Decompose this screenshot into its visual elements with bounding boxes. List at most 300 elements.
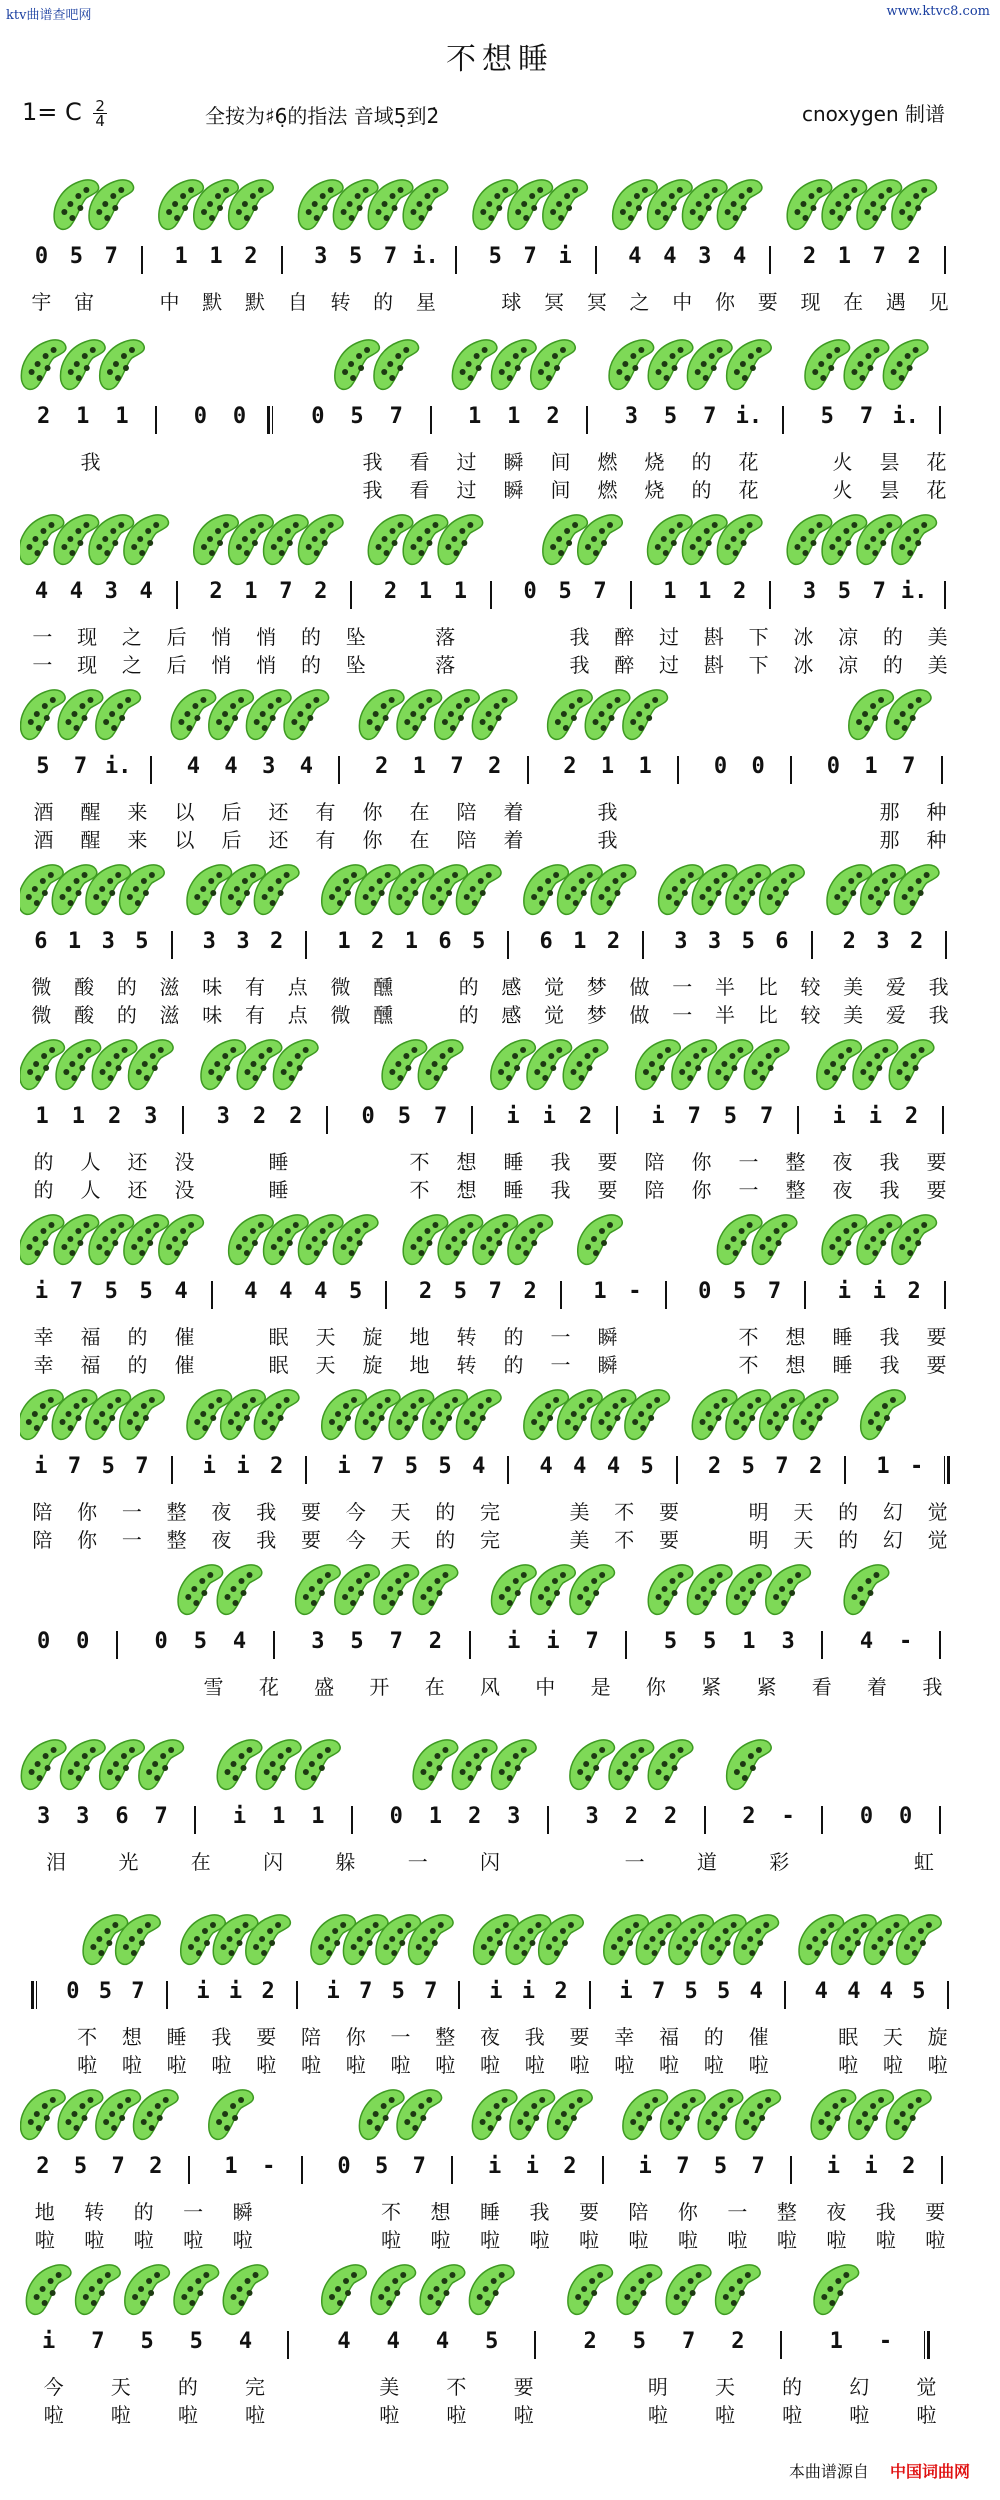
note: 5 (820, 404, 834, 429)
note: i (864, 2154, 878, 2179)
lyric-char: 啦 (715, 2403, 735, 2427)
lyric-line (20, 446, 980, 474)
lyric-char: 之 (121, 625, 142, 649)
note: i (826, 2154, 841, 2179)
note: 4 (69, 579, 83, 604)
note: 3 (236, 929, 250, 954)
time-signature (93, 96, 107, 130)
ocarina-fingering-icon (209, 2090, 254, 2139)
note: 6 (34, 929, 48, 954)
note: 5 (663, 404, 678, 429)
note: 3 (144, 1104, 158, 1129)
lyric-char: 啦 (121, 2053, 142, 2077)
ocarina-strip (20, 2080, 980, 2150)
time-top: 2 (95, 96, 105, 115)
lyric-char: 酒 (33, 828, 54, 852)
note: 2 (808, 1454, 823, 1479)
lyric-char: 旋 (362, 1325, 383, 1349)
note: 2 (36, 404, 51, 429)
lyric-line (20, 971, 980, 999)
bar-line (287, 2331, 289, 2359)
lyric-line (20, 2049, 980, 2077)
lyric-char: 地 (34, 2200, 55, 2224)
lyric-char: 瞬 (597, 1325, 618, 1349)
note: 0 (34, 244, 49, 269)
ocarina-fingering-icon (687, 1565, 732, 1614)
lyric-char: 我 (879, 1178, 900, 1202)
lyric-char: 陪 (456, 800, 477, 824)
ocarina-fingering-icon (452, 340, 497, 389)
ocarina-fingering-icon (531, 340, 576, 389)
note: 7 (687, 1104, 701, 1129)
lyric-char: 间 (550, 478, 571, 502)
note: 5 (640, 1454, 654, 1479)
song-title: 不想睡 (446, 42, 554, 77)
note: i (196, 1979, 210, 2004)
note: 7 (681, 2329, 696, 2354)
note: 4 (859, 1629, 874, 1654)
bar-line (939, 1806, 941, 1834)
note: 0 (154, 1629, 168, 1654)
lyric-char: 啦 (727, 2228, 748, 2252)
ocarina-fingering-icon (727, 1740, 772, 1789)
lyric-char: 中 (535, 1675, 556, 1699)
note: i (487, 2154, 502, 2179)
lyric-char: 下 (748, 625, 769, 649)
lyric-char: 的 (116, 1003, 137, 1027)
lyric-char: 间 (550, 450, 571, 474)
note: 5 (375, 2154, 389, 2179)
bar-line (351, 1806, 353, 1834)
lyric-char: 啦 (703, 2053, 724, 2077)
note-line (20, 754, 980, 788)
lyric-char: 酸 (74, 1003, 95, 1027)
lyric-char: 过 (659, 653, 680, 677)
note: 1 (418, 579, 433, 604)
lyric-char: 啦 (300, 2053, 321, 2077)
bar-line (941, 756, 943, 784)
lyric-char: 我 (550, 1150, 571, 1174)
note: 7 (135, 1454, 149, 1479)
lyric-char: 虹 (913, 1850, 934, 1874)
lyric-char: 我 (569, 625, 590, 649)
note: 5 (713, 2154, 728, 2179)
lyric-char: 的 (177, 2375, 198, 2399)
lyric-char: 人 (80, 1150, 101, 1174)
bar-line (507, 1456, 509, 1484)
note-line (20, 929, 980, 963)
note: i (558, 244, 572, 269)
note-line (20, 1104, 980, 1138)
note: 1 (573, 929, 587, 954)
ocarina-strip (20, 855, 980, 925)
lyric-char: 你 (362, 828, 383, 852)
note: - (878, 2329, 893, 2354)
lyric-char: 天 (882, 2025, 903, 2049)
lyric-char: 觉 (916, 2375, 937, 2399)
lyric-char: 想 (430, 2200, 451, 2224)
note: i (506, 1104, 520, 1129)
time-bottom: 4 (95, 111, 105, 130)
lyric-char: 你 (645, 1675, 666, 1699)
lyric-char: 陪 (32, 1500, 53, 1524)
note: 4 (174, 1279, 188, 1304)
lyric-char: 燃 (597, 478, 618, 502)
note: 7 (111, 2154, 125, 2179)
lyric-char: 的 (435, 1528, 456, 1552)
note: 7 (424, 1979, 438, 2004)
lyric-char: 种 (926, 800, 947, 824)
lyric-char: 躲 (335, 1850, 356, 1874)
lyric-char: 啦 (446, 2403, 467, 2427)
note: 5 (558, 579, 572, 604)
note: 2 (107, 1104, 122, 1129)
note: 3 (674, 929, 688, 954)
ocarina-fingering-icon (139, 1740, 184, 1789)
lyric-char: 火 (832, 450, 853, 474)
lyric-char: 的 (458, 975, 479, 999)
lyric-char: 啦 (211, 2053, 232, 2077)
lyric-char: 的 (127, 1325, 148, 1349)
lyric-char: 睡 (480, 2200, 500, 2224)
lyric-char: 天 (793, 1528, 814, 1552)
footer (789, 2459, 970, 2482)
lyric-char: 幸 (614, 2025, 635, 2049)
note: 1 (67, 929, 82, 954)
lyric-char: 梦 (586, 1003, 607, 1027)
note-line (20, 2154, 980, 2188)
note: i (542, 1104, 556, 1129)
lyric-char: 不 (446, 2375, 467, 2399)
lyric-line (20, 621, 980, 649)
lyric-line (20, 796, 980, 824)
lyric-char: 我 (362, 478, 383, 502)
note: - (899, 1629, 913, 1654)
lyric-char: 半 (715, 1003, 735, 1027)
note: 5 (703, 1629, 717, 1654)
note: 3 (76, 1804, 90, 1829)
note: 0 (698, 1279, 712, 1304)
note: 1 (76, 404, 90, 429)
note: 2 (563, 754, 577, 779)
lyric-char: 花 (926, 450, 947, 474)
lyric-char: 的 (838, 1528, 859, 1552)
lyric-char: 不 (409, 1178, 430, 1202)
note: i (868, 1104, 882, 1129)
note: 2 (731, 2329, 745, 2354)
lyric-char: 滋 (159, 1003, 180, 1027)
bar-line (677, 756, 679, 784)
repeat-end-sign (940, 1456, 950, 1484)
note: 7 (775, 1454, 789, 1479)
ocarina-fingering-icon (492, 1740, 537, 1789)
note: 7 (383, 244, 398, 269)
note: 2 (563, 2154, 577, 2179)
note: 7 (593, 579, 607, 604)
lyric-char: 酸 (74, 975, 95, 999)
lyric-char: 在 (843, 290, 864, 314)
ocarina-fingering-icon (452, 1740, 497, 1789)
lyric-char: 我 (922, 1675, 943, 1699)
lyric-char: 花 (738, 450, 759, 474)
lyric-char: 觉 (544, 1003, 565, 1027)
lyric-char: 悄 (256, 653, 277, 677)
lyric-char: 幸 (33, 1353, 54, 1377)
lyric-char: 不 (614, 1528, 635, 1552)
ocarina-fingering-icon (256, 1740, 301, 1789)
fingering-hint: 全按为♯6̣的指法 音域5̣到2̇ (205, 104, 440, 128)
lyric-line (20, 2196, 980, 2224)
lyric-char: 昙 (879, 478, 900, 502)
bar-line (625, 1631, 627, 1659)
lyric-char: 球 (501, 290, 522, 314)
lyric-char: 自 (287, 290, 308, 314)
lyric-char: 醺 (373, 1003, 394, 1027)
note: 7 (433, 1104, 448, 1129)
lyric-char: 今 (345, 1528, 366, 1552)
note: 3 (707, 929, 722, 954)
note: 1 (467, 404, 482, 429)
lyric-char: 瞬 (503, 450, 524, 474)
lyric-char: 睡 (268, 1178, 289, 1202)
lyric-char: 陪 (628, 2200, 649, 2224)
lyric-char: 在 (409, 800, 430, 824)
note: 4 (847, 1979, 861, 2004)
key-signature (22, 98, 107, 128)
lyric-char: 悄 (256, 625, 277, 649)
lyric-char: 醉 (614, 625, 635, 649)
note: 2 (261, 1979, 275, 2004)
lyric-char: 之 (121, 653, 142, 677)
lyric-char: 微 (31, 1003, 52, 1027)
bar-line (451, 2156, 453, 2184)
lyric-char: 一 (672, 975, 693, 999)
lyric-char: 还 (127, 1150, 148, 1174)
lyric-line (20, 1524, 980, 1552)
lyric-char: 天 (390, 1528, 411, 1552)
footer-brand: 中国词曲网 (889, 2462, 970, 2481)
lyric-char: 点 (287, 1003, 308, 1027)
note: 4 (186, 754, 201, 779)
bar-line (790, 2156, 792, 2184)
note: 5 (69, 244, 83, 269)
ocarina-fingering-icon (570, 1740, 615, 1789)
note: i (34, 1279, 49, 1304)
note: 3 (802, 579, 817, 604)
ocarina-fingering-icon (100, 340, 145, 389)
repeat-end-sign (920, 2331, 930, 2359)
lyric-char: 冥 (544, 290, 565, 314)
lyric-char: 默 (202, 290, 223, 314)
bar-line (385, 1281, 387, 1309)
ocarina-fingering-icon (371, 2265, 416, 2314)
ocarina-fingering-icon (420, 2265, 465, 2314)
note: 5 (135, 929, 149, 954)
note: 7 (703, 404, 717, 429)
lyric-char: 酒 (33, 800, 54, 824)
lyric-char: 啦 (782, 2403, 803, 2427)
note: 3 (585, 1804, 599, 1829)
note: 4 (279, 1279, 293, 1304)
note: 0 (826, 754, 841, 779)
lyric-char: 烧 (644, 450, 665, 474)
lyric-char: 我 (362, 450, 383, 474)
note: 0 (36, 1629, 51, 1654)
lyric-char: 我 (879, 1150, 900, 1174)
note: i (525, 2154, 539, 2179)
note: 4 (628, 244, 642, 269)
note: i (337, 1454, 351, 1479)
note: 5 (632, 2329, 646, 2354)
lyric-char: 感 (501, 975, 522, 999)
note: 1 (337, 929, 351, 954)
lyric-char: 要 (256, 2025, 277, 2049)
ocarina-fingering-icon (217, 1740, 262, 1789)
lyric-char: 花 (926, 478, 947, 502)
lyric-char: 没 (174, 1150, 195, 1174)
note: 7 (651, 1979, 666, 2004)
note: 2 (244, 244, 258, 269)
note: 2 (487, 754, 502, 779)
note: 5 (73, 2154, 88, 2179)
lyric-char: 中 (159, 290, 180, 314)
note: 1 (244, 579, 258, 604)
lyric-char: 整 (166, 1500, 187, 1524)
note: i. (900, 579, 928, 604)
bar-line (665, 1281, 667, 1309)
ocarina-fingering-icon (687, 340, 732, 389)
note: i (832, 1104, 846, 1129)
note: 2 (36, 2154, 50, 2179)
note: 1 (224, 2154, 238, 2179)
lyric-char: 凉 (838, 653, 859, 677)
note: 1 (412, 754, 426, 779)
lyric-char: 你 (691, 1178, 712, 1202)
lyric-char: 过 (659, 625, 680, 649)
bar-line (155, 406, 157, 434)
bar-line (469, 1631, 471, 1659)
note: 1 (600, 754, 615, 779)
lyric-char: 花 (258, 1675, 279, 1699)
lyric-char: 美 (569, 1500, 590, 1524)
note: 7 (389, 404, 403, 429)
note: - (781, 1804, 795, 1829)
bar-line (780, 2331, 782, 2359)
note: i (619, 1979, 633, 2004)
lyric-char: 星 (415, 290, 436, 314)
note: 3 (314, 244, 328, 269)
ocarina-fingering-icon (666, 2265, 711, 2314)
lyric-char: 现 (800, 290, 821, 314)
note: 1 (35, 1104, 49, 1129)
note: 7 (760, 1104, 774, 1129)
ocarina-fingering-icon (174, 2265, 219, 2314)
lyric-char: 天 (315, 1353, 336, 1377)
lyric-char: 爱 (885, 975, 906, 999)
lyric-char: 过 (456, 478, 477, 502)
ocarina-strip (20, 680, 980, 750)
ocarina-strip (20, 2255, 980, 2325)
lyric-char: 火 (832, 478, 853, 502)
lyric-char: 要 (300, 1528, 321, 1552)
note: 3 (781, 1629, 795, 1654)
lyric-char: 味 (202, 1003, 223, 1027)
lyric-char: 彩 (769, 1850, 790, 1874)
lyric-char: 幻 (882, 1528, 903, 1552)
note: 5 (397, 1104, 411, 1129)
lyric-char: 的 (882, 625, 903, 649)
note: 1 (311, 1804, 325, 1829)
lyric-char: 想 (456, 1150, 477, 1174)
note: 2 (289, 1104, 303, 1129)
lyric-char: 的 (882, 653, 903, 677)
lyric-char: 我 (211, 2025, 232, 2049)
watermark-right: www.ktvc8.com (886, 4, 990, 19)
bar-line (301, 2156, 303, 2184)
lyric-char: 啦 (43, 2403, 64, 2427)
note: 5 (139, 1279, 153, 1304)
note: 2 (428, 1629, 443, 1654)
lyric-char: 没 (174, 1178, 195, 1202)
lyric-char: 夜 (211, 1528, 232, 1552)
lyric-char: 较 (800, 975, 821, 999)
note: 7 (154, 1804, 168, 1829)
bar-line (350, 581, 352, 609)
lyric-char: 有 (245, 1003, 265, 1027)
bar-line (188, 2156, 190, 2184)
note-line (20, 1454, 980, 1488)
note: 7 (488, 1279, 502, 1304)
lyric-char: 啦 (430, 2228, 451, 2252)
bar-line (560, 1281, 562, 1309)
lyric-char: 以 (174, 828, 195, 852)
note: 4 (386, 2329, 400, 2354)
note: 1 (876, 1454, 890, 1479)
lyric-char: 天 (315, 1325, 336, 1349)
lyric-char: 天 (110, 2375, 131, 2399)
lyric-char: 见 (928, 290, 949, 314)
lyric-char: 你 (345, 2025, 366, 2049)
note: 6 (539, 929, 553, 954)
note: 0 (76, 1629, 90, 1654)
note: - (628, 1279, 642, 1304)
lyric-char: 的 (133, 2200, 154, 2224)
bar-line (630, 581, 632, 609)
lyric-char: 福 (80, 1353, 101, 1377)
lyric-char: 我 (80, 450, 101, 474)
lyric-char: 眠 (268, 1353, 289, 1377)
lyric-char: 啦 (110, 2403, 131, 2427)
author-credit: cnoxygen 制谱 (802, 102, 945, 126)
note: 5 (438, 1454, 452, 1479)
note: 3 (101, 929, 115, 954)
lyric-char: 梦 (586, 975, 607, 999)
note: 2 (554, 1979, 568, 2004)
lyric-char: 的 (300, 625, 321, 649)
lyric-char: 天 (793, 1500, 814, 1524)
lyric-char: 过 (456, 450, 477, 474)
lyric-char: 较 (800, 1003, 821, 1027)
note: 4 (314, 1279, 328, 1304)
lyric-line (20, 286, 980, 314)
bar-line (455, 246, 457, 274)
ocarina-fingering-icon (617, 2265, 662, 2314)
bar-line (305, 931, 307, 959)
bar-line (471, 1106, 473, 1134)
note: i (521, 1979, 536, 2004)
note: 1 (593, 1279, 607, 1304)
lyric-char: 要 (597, 1178, 618, 1202)
